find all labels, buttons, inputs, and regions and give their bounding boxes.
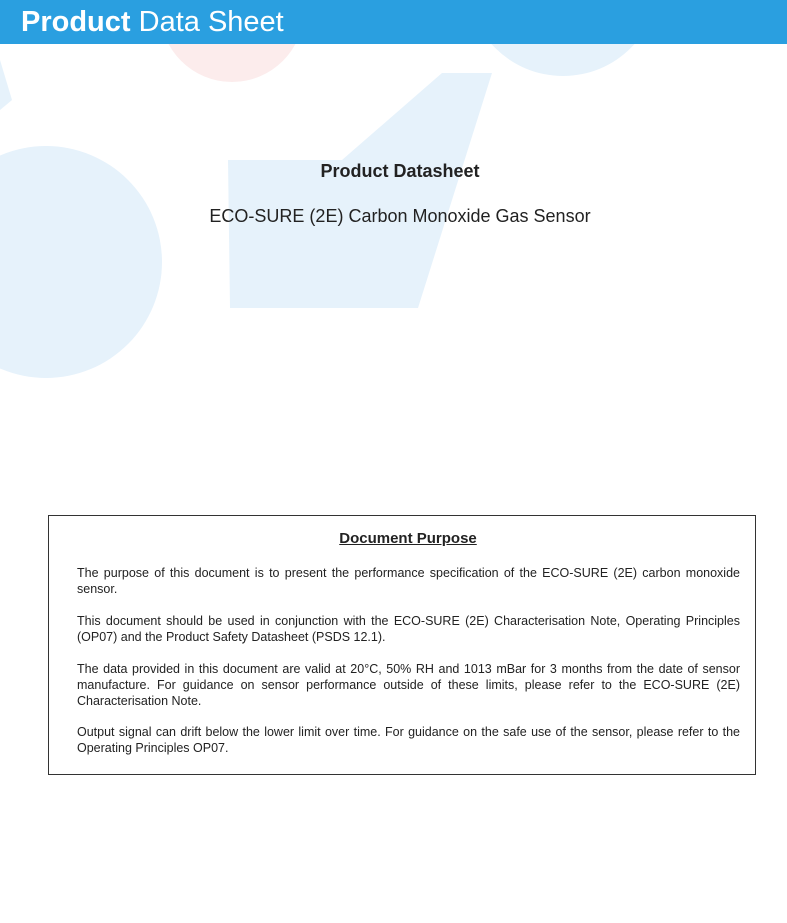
header-title-bold: Product (21, 6, 131, 38)
product-name: ECO-SURE (2E) Carbon Monoxide Gas Sensor (209, 206, 591, 226)
watermark-blue-slash (228, 73, 492, 308)
header-title-regular: Data Sheet (138, 6, 284, 38)
purpose-paragraph-3: The data provided in this document are valid at 20°C, 50% RH and 1013 mBar for 3 months from the date of sensor manufacture. For guidance on sensor performance outside of these limits, please refer to the ECO-SURE (2E) Characterisation Note. (77, 662, 740, 708)
purpose-paragraph-4: Output signal can drift below the lower limit over time. For guidance on the safe use of the sensor, please refer to the Operating Principles OP07. (77, 725, 740, 755)
header-bar (0, 0, 787, 44)
purpose-paragraph-1: The purpose of this document is to present the performance specification of the ECO-SURE (2E) carbon monoxide sensor. (77, 566, 740, 596)
watermark-blue-small (0, 60, 12, 110)
document-purpose-heading: Document Purpose (339, 530, 477, 547)
document-purpose-box (48, 515, 756, 775)
purpose-paragraph-2: This document should be used in conjunction with the ECO-SURE (2E) Characterisation Note, Operating Principles (OP07) and the Product Safety Datasheet (PSDS 12.1). (77, 614, 740, 644)
header-title (21, 6, 284, 38)
document-title: Product Datasheet (320, 161, 480, 181)
